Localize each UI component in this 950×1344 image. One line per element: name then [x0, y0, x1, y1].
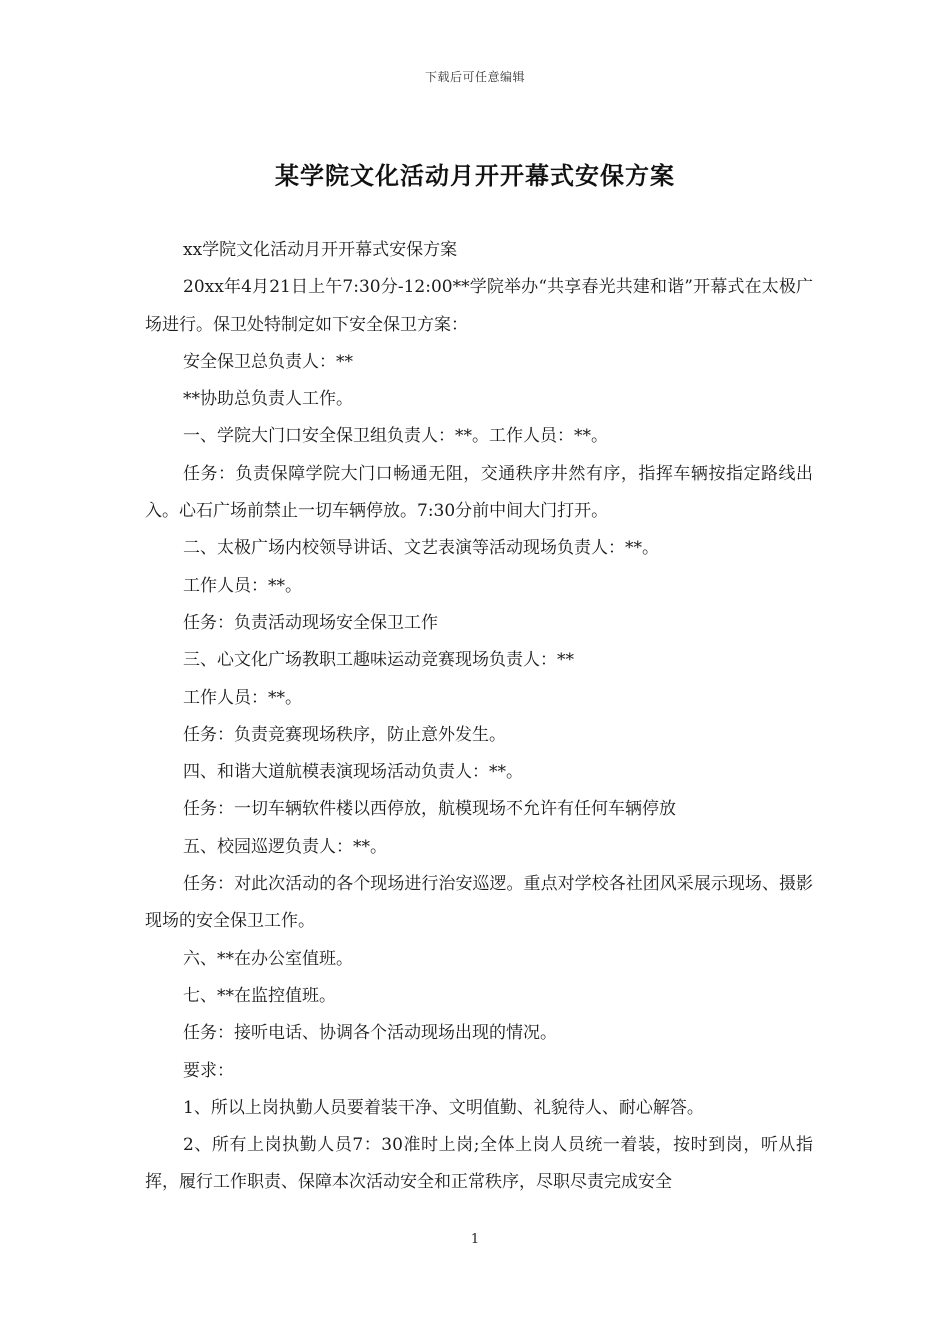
paragraph: 七、**在监控值班。 [183, 985, 336, 1006]
paragraph: 四、和谐大道航模表演现场活动负责人：**。 [183, 762, 523, 783]
paragraph: 三、心文化广场教职工趣味运动竞赛现场负责人：** [183, 650, 574, 671]
paragraph: 1、所以上岗执勤人员要着装干净、文明值勤、礼貌待人、耐心解答。 [183, 1097, 704, 1118]
paragraph: 任务：负责竞赛现场秩序，防止意外发生。 [183, 724, 506, 745]
header-note: 下载后可任意编辑 [424, 70, 525, 84]
paragraph: 二、太极广场内校领导讲话、文艺表演等活动现场负责人：**。 [183, 538, 659, 559]
paragraph: 工作人员：**。 [183, 687, 302, 708]
page-number: 1 [470, 1232, 480, 1247]
document-body [145, 232, 813, 1202]
paragraph: **协助总负责人工作。 [183, 389, 353, 410]
paragraph: 任务：一切车辆软件楼以西停放，航模现场不允许有任何车辆停放 [183, 799, 676, 820]
paragraph: 2、所有上岗执勤人员7：30准时上岗;全体上岗人员统一着装，按时到岗，听从指挥，履行工作职责、保障本次活动安全和正常秩序，尽职尽责完成安全 [145, 1135, 813, 1193]
paragraph: 任务：负责活动现场安全保卫工作 [183, 612, 438, 633]
document-title: 某学院文化活动月开开幕式安保方案 [275, 161, 675, 190]
paragraph: 任务：负责保障学院大门口畅通无阻，交通秩序井然有序，指挥车辆按指定路线出入。心石广场前禁止一切车辆停放。7:30分前中间大门打开。 [145, 463, 813, 522]
paragraph: 安全保卫总负责人：** [183, 351, 353, 372]
paragraph: 六、**在办公室值班。 [183, 948, 353, 969]
paragraph: 要求： [183, 1060, 234, 1081]
paragraph: 任务：接听电话、协调各个活动现场出现的情况。 [183, 1023, 557, 1044]
paragraph: 任务：对此次活动的各个现场进行治安巡逻。重点对学校各社团风采展示现场、摄影现场的安全保卫工作。 [145, 874, 813, 932]
paragraph: 五、校园巡逻负责人：**。 [183, 836, 387, 857]
paragraph: xx学院文化活动月开开幕式安保方案 [183, 240, 458, 260]
paragraph: 一、学院大门口安全保卫组负责人：**。工作人员：**。 [183, 426, 608, 447]
paragraph: 工作人员：**。 [183, 575, 302, 596]
paragraph: 20xx年4月21日上午7:30分-12:00**学院举办“共享春光共建和谐”开幕式在太极广场进行。保卫处特制定如下安全保卫方案： [145, 277, 813, 335]
